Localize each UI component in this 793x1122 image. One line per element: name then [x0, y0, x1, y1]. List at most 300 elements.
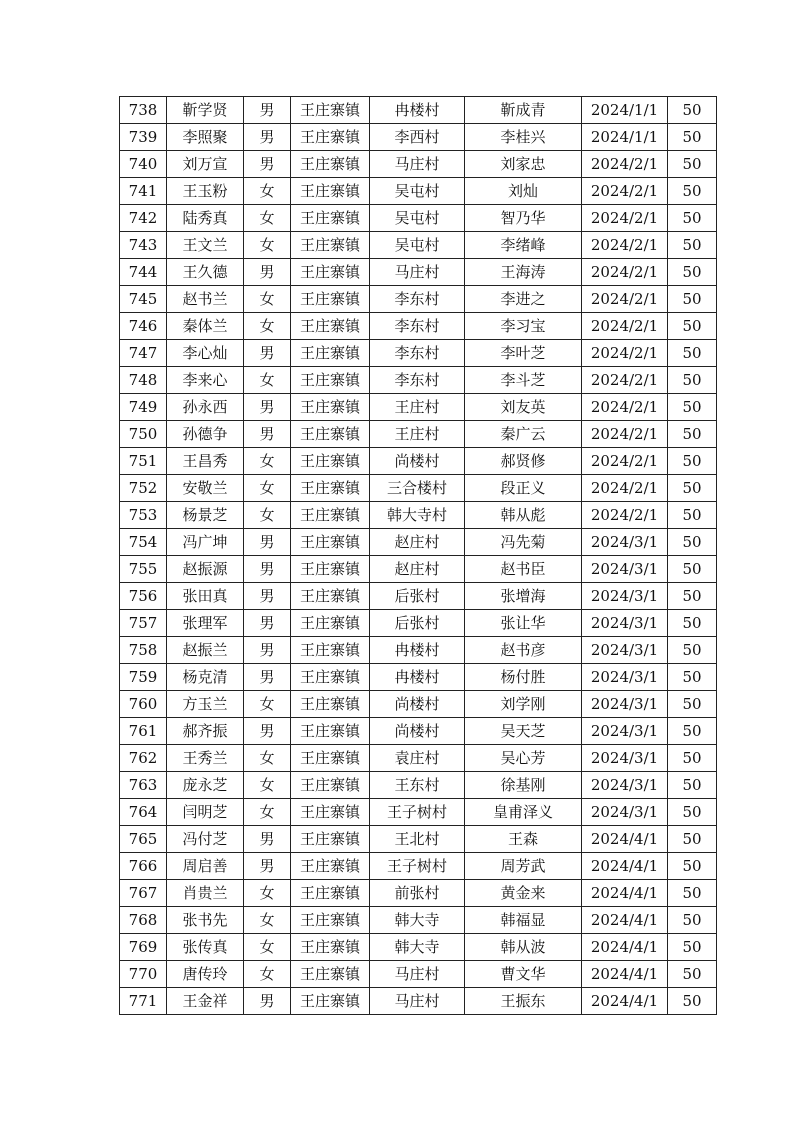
gender-cell: 男 — [244, 151, 291, 178]
town-cell: 王庄寨镇 — [291, 502, 370, 529]
serial-number-cell: 767 — [120, 880, 167, 907]
date-cell: 2024/2/1 — [582, 313, 668, 340]
amount-cell: 50 — [668, 340, 717, 367]
records-table — [119, 96, 717, 1015]
date-cell: 2024/3/1 — [582, 637, 668, 664]
serial-number-cell: 749 — [120, 394, 167, 421]
name-cell: 安敬兰 — [167, 475, 244, 502]
gender-cell: 女 — [244, 367, 291, 394]
date-cell: 2024/2/1 — [582, 448, 668, 475]
serial-number-cell: 760 — [120, 691, 167, 718]
serial-number-cell: 761 — [120, 718, 167, 745]
name-cell: 王玉粉 — [167, 178, 244, 205]
gender-cell: 女 — [244, 934, 291, 961]
agent-cell: 段正义 — [465, 475, 582, 502]
table-row — [120, 205, 717, 232]
date-cell: 2024/2/1 — [582, 475, 668, 502]
serial-number-cell: 751 — [120, 448, 167, 475]
name-cell: 周启善 — [167, 853, 244, 880]
amount-cell: 50 — [668, 205, 717, 232]
date-cell: 2024/3/1 — [582, 799, 668, 826]
date-cell: 2024/3/1 — [582, 556, 668, 583]
date-cell: 2024/3/1 — [582, 718, 668, 745]
gender-cell: 女 — [244, 205, 291, 232]
amount-cell: 50 — [668, 556, 717, 583]
name-cell: 闫明芝 — [167, 799, 244, 826]
table-row — [120, 934, 717, 961]
village-cell: 韩大寺村 — [370, 502, 465, 529]
village-cell: 吴屯村 — [370, 232, 465, 259]
village-cell: 马庄村 — [370, 259, 465, 286]
agent-cell: 刘家忠 — [465, 151, 582, 178]
amount-cell: 50 — [668, 367, 717, 394]
serial-number-cell: 752 — [120, 475, 167, 502]
date-cell: 2024/2/1 — [582, 178, 668, 205]
name-cell: 孙永西 — [167, 394, 244, 421]
gender-cell: 女 — [244, 745, 291, 772]
gender-cell: 女 — [244, 772, 291, 799]
village-cell: 马庄村 — [370, 961, 465, 988]
agent-cell: 李桂兴 — [465, 124, 582, 151]
table-row — [120, 475, 717, 502]
date-cell: 2024/2/1 — [582, 205, 668, 232]
agent-cell: 刘友英 — [465, 394, 582, 421]
agent-cell: 韩从彪 — [465, 502, 582, 529]
agent-cell: 杨付胜 — [465, 664, 582, 691]
agent-cell: 曹文华 — [465, 961, 582, 988]
village-cell: 李东村 — [370, 367, 465, 394]
date-cell: 2024/4/1 — [582, 826, 668, 853]
date-cell: 2024/3/1 — [582, 664, 668, 691]
name-cell: 唐传玲 — [167, 961, 244, 988]
date-cell: 2024/4/1 — [582, 934, 668, 961]
agent-cell: 李斗芝 — [465, 367, 582, 394]
agent-cell: 智乃华 — [465, 205, 582, 232]
name-cell: 王金祥 — [167, 988, 244, 1015]
gender-cell: 男 — [244, 394, 291, 421]
town-cell: 王庄寨镇 — [291, 907, 370, 934]
date-cell: 2024/3/1 — [582, 610, 668, 637]
village-cell: 王东村 — [370, 772, 465, 799]
table-row — [120, 151, 717, 178]
village-cell: 韩大寺 — [370, 934, 465, 961]
gender-cell: 男 — [244, 583, 291, 610]
date-cell: 2024/4/1 — [582, 907, 668, 934]
gender-cell: 男 — [244, 556, 291, 583]
serial-number-cell: 744 — [120, 259, 167, 286]
serial-number-cell: 763 — [120, 772, 167, 799]
agent-cell: 李进之 — [465, 286, 582, 313]
village-cell: 马庄村 — [370, 988, 465, 1015]
serial-number-cell: 754 — [120, 529, 167, 556]
name-cell: 张理军 — [167, 610, 244, 637]
table-row — [120, 961, 717, 988]
amount-cell: 50 — [668, 826, 717, 853]
town-cell: 王庄寨镇 — [291, 475, 370, 502]
name-cell: 郝齐振 — [167, 718, 244, 745]
amount-cell: 50 — [668, 934, 717, 961]
name-cell: 赵书兰 — [167, 286, 244, 313]
agent-cell: 王振东 — [465, 988, 582, 1015]
table-row — [120, 286, 717, 313]
amount-cell: 50 — [668, 259, 717, 286]
name-cell: 庞永芝 — [167, 772, 244, 799]
village-cell: 冉楼村 — [370, 97, 465, 124]
gender-cell: 女 — [244, 475, 291, 502]
table-row — [120, 637, 717, 664]
serial-number-cell: 750 — [120, 421, 167, 448]
amount-cell: 50 — [668, 502, 717, 529]
village-cell: 李西村 — [370, 124, 465, 151]
serial-number-cell: 770 — [120, 961, 167, 988]
gender-cell: 女 — [244, 178, 291, 205]
village-cell: 李东村 — [370, 313, 465, 340]
town-cell: 王庄寨镇 — [291, 961, 370, 988]
amount-cell: 50 — [668, 313, 717, 340]
town-cell: 王庄寨镇 — [291, 853, 370, 880]
serial-number-cell: 740 — [120, 151, 167, 178]
table-row — [120, 826, 717, 853]
table-row — [120, 340, 717, 367]
gender-cell: 女 — [244, 232, 291, 259]
town-cell: 王庄寨镇 — [291, 286, 370, 313]
town-cell: 王庄寨镇 — [291, 313, 370, 340]
name-cell: 张书先 — [167, 907, 244, 934]
name-cell: 赵振兰 — [167, 637, 244, 664]
table-row — [120, 97, 717, 124]
table-row — [120, 583, 717, 610]
amount-cell: 50 — [668, 583, 717, 610]
gender-cell: 男 — [244, 124, 291, 151]
gender-cell: 女 — [244, 907, 291, 934]
amount-cell: 50 — [668, 610, 717, 637]
name-cell: 张传真 — [167, 934, 244, 961]
amount-cell: 50 — [668, 475, 717, 502]
name-cell: 王文兰 — [167, 232, 244, 259]
town-cell: 王庄寨镇 — [291, 340, 370, 367]
agent-cell: 徐基刚 — [465, 772, 582, 799]
amount-cell: 50 — [668, 97, 717, 124]
amount-cell: 50 — [668, 421, 717, 448]
serial-number-cell: 762 — [120, 745, 167, 772]
village-cell: 前张村 — [370, 880, 465, 907]
serial-number-cell: 757 — [120, 610, 167, 637]
agent-cell: 王森 — [465, 826, 582, 853]
amount-cell: 50 — [668, 988, 717, 1015]
gender-cell: 男 — [244, 718, 291, 745]
amount-cell: 50 — [668, 664, 717, 691]
table-row — [120, 421, 717, 448]
village-cell: 王子树村 — [370, 853, 465, 880]
table-row — [120, 448, 717, 475]
gender-cell: 男 — [244, 529, 291, 556]
serial-number-cell: 739 — [120, 124, 167, 151]
table-row — [120, 988, 717, 1015]
date-cell: 2024/3/1 — [582, 772, 668, 799]
town-cell: 王庄寨镇 — [291, 394, 370, 421]
table-row — [120, 124, 717, 151]
amount-cell: 50 — [668, 799, 717, 826]
amount-cell: 50 — [668, 691, 717, 718]
gender-cell: 女 — [244, 448, 291, 475]
date-cell: 2024/4/1 — [582, 988, 668, 1015]
name-cell: 王久德 — [167, 259, 244, 286]
table-row — [120, 259, 717, 286]
gender-cell: 女 — [244, 961, 291, 988]
agent-cell: 赵书臣 — [465, 556, 582, 583]
table-row — [120, 394, 717, 421]
town-cell: 王庄寨镇 — [291, 637, 370, 664]
date-cell: 2024/3/1 — [582, 529, 668, 556]
town-cell: 王庄寨镇 — [291, 367, 370, 394]
name-cell: 杨景芝 — [167, 502, 244, 529]
agent-cell: 李叶芝 — [465, 340, 582, 367]
name-cell: 杨克清 — [167, 664, 244, 691]
village-cell: 三合楼村 — [370, 475, 465, 502]
town-cell: 王庄寨镇 — [291, 691, 370, 718]
table-row — [120, 880, 717, 907]
agent-cell: 张让华 — [465, 610, 582, 637]
gender-cell: 男 — [244, 97, 291, 124]
serial-number-cell: 738 — [120, 97, 167, 124]
name-cell: 冯广坤 — [167, 529, 244, 556]
date-cell: 2024/2/1 — [582, 286, 668, 313]
town-cell: 王庄寨镇 — [291, 556, 370, 583]
table-row — [120, 718, 717, 745]
town-cell: 王庄寨镇 — [291, 772, 370, 799]
village-cell: 王子树村 — [370, 799, 465, 826]
date-cell: 2024/3/1 — [582, 583, 668, 610]
name-cell: 孙德争 — [167, 421, 244, 448]
village-cell: 吴屯村 — [370, 178, 465, 205]
village-cell: 后张村 — [370, 583, 465, 610]
date-cell: 2024/4/1 — [582, 880, 668, 907]
table-row — [120, 664, 717, 691]
village-cell: 王庄村 — [370, 394, 465, 421]
village-cell: 尚楼村 — [370, 691, 465, 718]
town-cell: 王庄寨镇 — [291, 178, 370, 205]
date-cell: 2024/1/1 — [582, 124, 668, 151]
village-cell: 冉楼村 — [370, 664, 465, 691]
name-cell: 赵振源 — [167, 556, 244, 583]
agent-cell: 李习宝 — [465, 313, 582, 340]
village-cell: 李东村 — [370, 286, 465, 313]
amount-cell: 50 — [668, 961, 717, 988]
serial-number-cell: 759 — [120, 664, 167, 691]
village-cell: 后张村 — [370, 610, 465, 637]
table-row — [120, 799, 717, 826]
gender-cell: 女 — [244, 691, 291, 718]
town-cell: 王庄寨镇 — [291, 988, 370, 1015]
date-cell: 2024/1/1 — [582, 97, 668, 124]
table-row — [120, 745, 717, 772]
date-cell: 2024/2/1 — [582, 367, 668, 394]
town-cell: 王庄寨镇 — [291, 124, 370, 151]
amount-cell: 50 — [668, 448, 717, 475]
serial-number-cell: 742 — [120, 205, 167, 232]
name-cell: 刘万宣 — [167, 151, 244, 178]
table-row — [120, 529, 717, 556]
agent-cell: 吴天芝 — [465, 718, 582, 745]
agent-cell: 赵书彦 — [465, 637, 582, 664]
name-cell: 方玉兰 — [167, 691, 244, 718]
date-cell: 2024/2/1 — [582, 151, 668, 178]
town-cell: 王庄寨镇 — [291, 745, 370, 772]
date-cell: 2024/2/1 — [582, 394, 668, 421]
town-cell: 王庄寨镇 — [291, 259, 370, 286]
amount-cell: 50 — [668, 745, 717, 772]
date-cell: 2024/2/1 — [582, 502, 668, 529]
serial-number-cell: 741 — [120, 178, 167, 205]
name-cell: 陆秀真 — [167, 205, 244, 232]
agent-cell: 韩从波 — [465, 934, 582, 961]
serial-number-cell: 771 — [120, 988, 167, 1015]
table-row — [120, 502, 717, 529]
gender-cell: 女 — [244, 286, 291, 313]
amount-cell: 50 — [668, 178, 717, 205]
village-cell: 马庄村 — [370, 151, 465, 178]
town-cell: 王庄寨镇 — [291, 529, 370, 556]
agent-cell: 王海涛 — [465, 259, 582, 286]
town-cell: 王庄寨镇 — [291, 448, 370, 475]
town-cell: 王庄寨镇 — [291, 232, 370, 259]
agent-cell: 冯先菊 — [465, 529, 582, 556]
village-cell: 韩大寺 — [370, 907, 465, 934]
agent-cell: 张增海 — [465, 583, 582, 610]
date-cell: 2024/4/1 — [582, 961, 668, 988]
serial-number-cell: 745 — [120, 286, 167, 313]
table-row — [120, 556, 717, 583]
gender-cell: 男 — [244, 610, 291, 637]
agent-cell: 靳成青 — [465, 97, 582, 124]
village-cell: 尚楼村 — [370, 718, 465, 745]
serial-number-cell: 764 — [120, 799, 167, 826]
table-row — [120, 772, 717, 799]
gender-cell: 男 — [244, 826, 291, 853]
village-cell: 冉楼村 — [370, 637, 465, 664]
gender-cell: 女 — [244, 502, 291, 529]
village-cell: 尚楼村 — [370, 448, 465, 475]
town-cell: 王庄寨镇 — [291, 934, 370, 961]
serial-number-cell: 753 — [120, 502, 167, 529]
gender-cell: 男 — [244, 340, 291, 367]
date-cell: 2024/3/1 — [582, 691, 668, 718]
serial-number-cell: 747 — [120, 340, 167, 367]
town-cell: 王庄寨镇 — [291, 205, 370, 232]
amount-cell: 50 — [668, 286, 717, 313]
date-cell: 2024/2/1 — [582, 259, 668, 286]
serial-number-cell: 765 — [120, 826, 167, 853]
gender-cell: 女 — [244, 880, 291, 907]
village-cell: 吴屯村 — [370, 205, 465, 232]
village-cell: 袁庄村 — [370, 745, 465, 772]
gender-cell: 男 — [244, 637, 291, 664]
town-cell: 王庄寨镇 — [291, 799, 370, 826]
date-cell: 2024/2/1 — [582, 232, 668, 259]
village-cell: 赵庄村 — [370, 529, 465, 556]
village-cell: 王北村 — [370, 826, 465, 853]
village-cell: 李东村 — [370, 340, 465, 367]
agent-cell: 郝贤修 — [465, 448, 582, 475]
name-cell: 秦体兰 — [167, 313, 244, 340]
name-cell: 王秀兰 — [167, 745, 244, 772]
serial-number-cell: 755 — [120, 556, 167, 583]
town-cell: 王庄寨镇 — [291, 880, 370, 907]
table-row — [120, 610, 717, 637]
name-cell: 冯付芝 — [167, 826, 244, 853]
amount-cell: 50 — [668, 853, 717, 880]
amount-cell: 50 — [668, 394, 717, 421]
gender-cell: 男 — [244, 988, 291, 1015]
table-row — [120, 178, 717, 205]
amount-cell: 50 — [668, 880, 717, 907]
agent-cell: 李绪峰 — [465, 232, 582, 259]
table-row — [120, 313, 717, 340]
village-cell: 王庄村 — [370, 421, 465, 448]
amount-cell: 50 — [668, 718, 717, 745]
gender-cell: 男 — [244, 421, 291, 448]
amount-cell: 50 — [668, 907, 717, 934]
table-row — [120, 691, 717, 718]
serial-number-cell: 746 — [120, 313, 167, 340]
agent-cell: 刘灿 — [465, 178, 582, 205]
name-cell: 肖贵兰 — [167, 880, 244, 907]
name-cell: 张田真 — [167, 583, 244, 610]
name-cell: 靳学贤 — [167, 97, 244, 124]
serial-number-cell: 769 — [120, 934, 167, 961]
agent-cell: 周芳武 — [465, 853, 582, 880]
gender-cell: 女 — [244, 799, 291, 826]
gender-cell: 男 — [244, 853, 291, 880]
amount-cell: 50 — [668, 232, 717, 259]
village-cell: 赵庄村 — [370, 556, 465, 583]
serial-number-cell: 748 — [120, 367, 167, 394]
town-cell: 王庄寨镇 — [291, 826, 370, 853]
gender-cell: 男 — [244, 259, 291, 286]
name-cell: 王昌秀 — [167, 448, 244, 475]
gender-cell: 男 — [244, 664, 291, 691]
town-cell: 王庄寨镇 — [291, 718, 370, 745]
amount-cell: 50 — [668, 529, 717, 556]
agent-cell: 吴心芳 — [465, 745, 582, 772]
date-cell: 2024/2/1 — [582, 421, 668, 448]
name-cell: 李照聚 — [167, 124, 244, 151]
table-row — [120, 853, 717, 880]
town-cell: 王庄寨镇 — [291, 664, 370, 691]
town-cell: 王庄寨镇 — [291, 97, 370, 124]
date-cell: 2024/2/1 — [582, 340, 668, 367]
town-cell: 王庄寨镇 — [291, 151, 370, 178]
serial-number-cell: 758 — [120, 637, 167, 664]
date-cell: 2024/3/1 — [582, 745, 668, 772]
amount-cell: 50 — [668, 772, 717, 799]
serial-number-cell: 756 — [120, 583, 167, 610]
amount-cell: 50 — [668, 151, 717, 178]
agent-cell: 秦广云 — [465, 421, 582, 448]
agent-cell: 黄金来 — [465, 880, 582, 907]
town-cell: 王庄寨镇 — [291, 583, 370, 610]
town-cell: 王庄寨镇 — [291, 610, 370, 637]
serial-number-cell: 766 — [120, 853, 167, 880]
agent-cell: 皇甫泽义 — [465, 799, 582, 826]
date-cell: 2024/4/1 — [582, 853, 668, 880]
table-row — [120, 232, 717, 259]
table-row — [120, 907, 717, 934]
gender-cell: 女 — [244, 313, 291, 340]
agent-cell: 刘学刚 — [465, 691, 582, 718]
table-row — [120, 367, 717, 394]
town-cell: 王庄寨镇 — [291, 421, 370, 448]
